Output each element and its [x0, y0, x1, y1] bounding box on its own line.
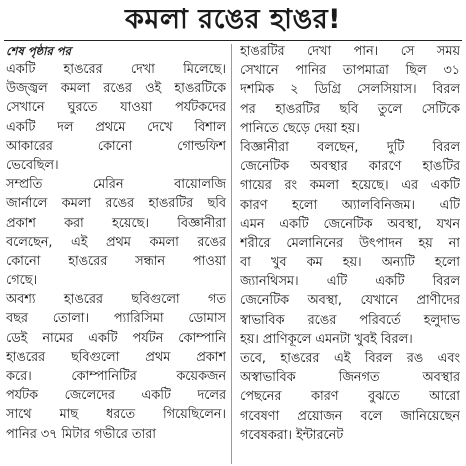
headline: কমলা রঙের হাঙর!	[125, 4, 341, 35]
text-line: সেখানে পানির তাপমাত্রা ছিল ৩১	[240, 63, 460, 79]
left-column	[6, 42, 226, 466]
text-line: হাঙরের ছবিগুলো প্রথম প্রকাশ	[6, 349, 226, 365]
right-column	[240, 42, 460, 466]
text-line: বলেছেন, এই প্রথম কমলা রঙের	[6, 234, 226, 250]
text-line: একটি হাঙরের দেখা মিলেছে।	[6, 62, 226, 77]
text-line: প্রকাশ করা হয়েছে। বিজ্ঞানীরা	[6, 215, 226, 231]
left-paragraphs	[6, 60, 226, 444]
text-line: বছর তোলা। প্যারিসিমা ডোমাস	[6, 311, 226, 327]
text-line: পর হাঙরটির ছবি তুলে সেটিকে	[240, 101, 460, 117]
text-line: অবশ্য হাঙরের ছবিগুলো গত	[6, 292, 226, 308]
text-line: শরীরে মেলানিনের উৎপাদন হয় না	[240, 235, 460, 251]
text-line: অস্বাভাবিক জিনগত অবস্থার	[240, 370, 460, 386]
text-line: গায়ের রং কমলা হয়েছে। এর একটি	[240, 178, 460, 194]
text-line: জেনেটিক অবস্থার কারণে হাঙটির	[240, 159, 460, 175]
text-line: কারণ হলো অ্যালবিনিজম। এটি	[240, 197, 460, 213]
article-paragraph	[240, 349, 460, 445]
text-line: জ্যানথিসম। এটি একটি বিরল	[240, 274, 460, 290]
text-line: পানির ৩৭ মিটার গভীরে তারা	[6, 426, 156, 442]
text-line: তবে, হাঙরের এই বিরল রঙ এবং	[240, 351, 460, 366]
article-paragraph	[6, 60, 226, 175]
text-line: বা খুব কম হয়। অন্যটি হলো	[240, 255, 460, 271]
text-line: কোনো হাঙরের সন্ধান পাওয়া	[6, 253, 226, 269]
text-line: গবেষণা প্রয়োজন বলে জানিয়েছেন	[240, 408, 460, 424]
text-line: হাঙরটির দেখা পান। সে সময়	[240, 44, 460, 59]
text-line: উজ্জ্বল কমলা রঙের ওই হাঙরটিকে	[6, 81, 226, 97]
article-paragraph	[6, 175, 226, 290]
text-line: একটি দল প্রথমে দেখে বিশাল	[6, 119, 226, 135]
text-line: এমন একটি জেনেটিক অবস্থা, যখন	[240, 216, 460, 232]
text-line: জেনেটিক অবস্থা, যেখানে প্রাণীদের	[240, 293, 460, 309]
text-line: করে। কোম্পানিটির কয়েকজন	[6, 369, 226, 384]
text-line: পানিতে ছেড়ে দেয়া হয়।	[240, 120, 360, 136]
text-line: ভেবেছিল।	[6, 157, 59, 173]
text-line: পর্যটক জেলেদের একটি দলের	[6, 388, 226, 404]
text-line: হয়। প্রাণিকূলে এমনটা খুবই বিরল।	[240, 331, 413, 347]
article-paragraph	[240, 42, 460, 138]
article-paragraph	[240, 138, 460, 349]
headline-rule	[4, 40, 462, 41]
text-line: সেখানে ঘুরতে যাওয়া পর্যটকদের	[6, 100, 226, 116]
text-line: গেছে।	[6, 273, 38, 289]
text-line: সাথে মাছ ধরতে গিয়েছিলেন।	[6, 407, 226, 423]
text-line: গবেষকরা। ইন্টারনেট	[240, 427, 344, 443]
column-divider	[231, 44, 232, 464]
text-line: ডেই নামের একটি পর্যটন কোম্পানি	[6, 330, 226, 346]
article-paragraph	[6, 290, 226, 444]
text-line: দশমিক ২ ডিগ্রি সেলসিয়াস। বিরল	[240, 82, 460, 98]
text-line: বিজ্ঞানীরা বলছেন, দুটি বিরল	[240, 139, 460, 155]
text-line: জার্নালে কমলা রঙের হাঙরটির ছবি	[6, 196, 226, 212]
text-line: পেছনের কারণ বুঝতে আরো	[240, 389, 460, 405]
text-line: স্বাভাবিক রঙের পরিবর্তে হলুদাভ	[240, 312, 460, 328]
right-paragraphs	[240, 42, 460, 445]
continued-label: শেষ পৃষ্ঠার পর	[6, 44, 71, 58]
text-line: আকারের কোনো গোল্ডফিশ	[6, 138, 226, 154]
text-line: সম্প্রতি মেরিন বায়োলজি	[6, 177, 226, 193]
